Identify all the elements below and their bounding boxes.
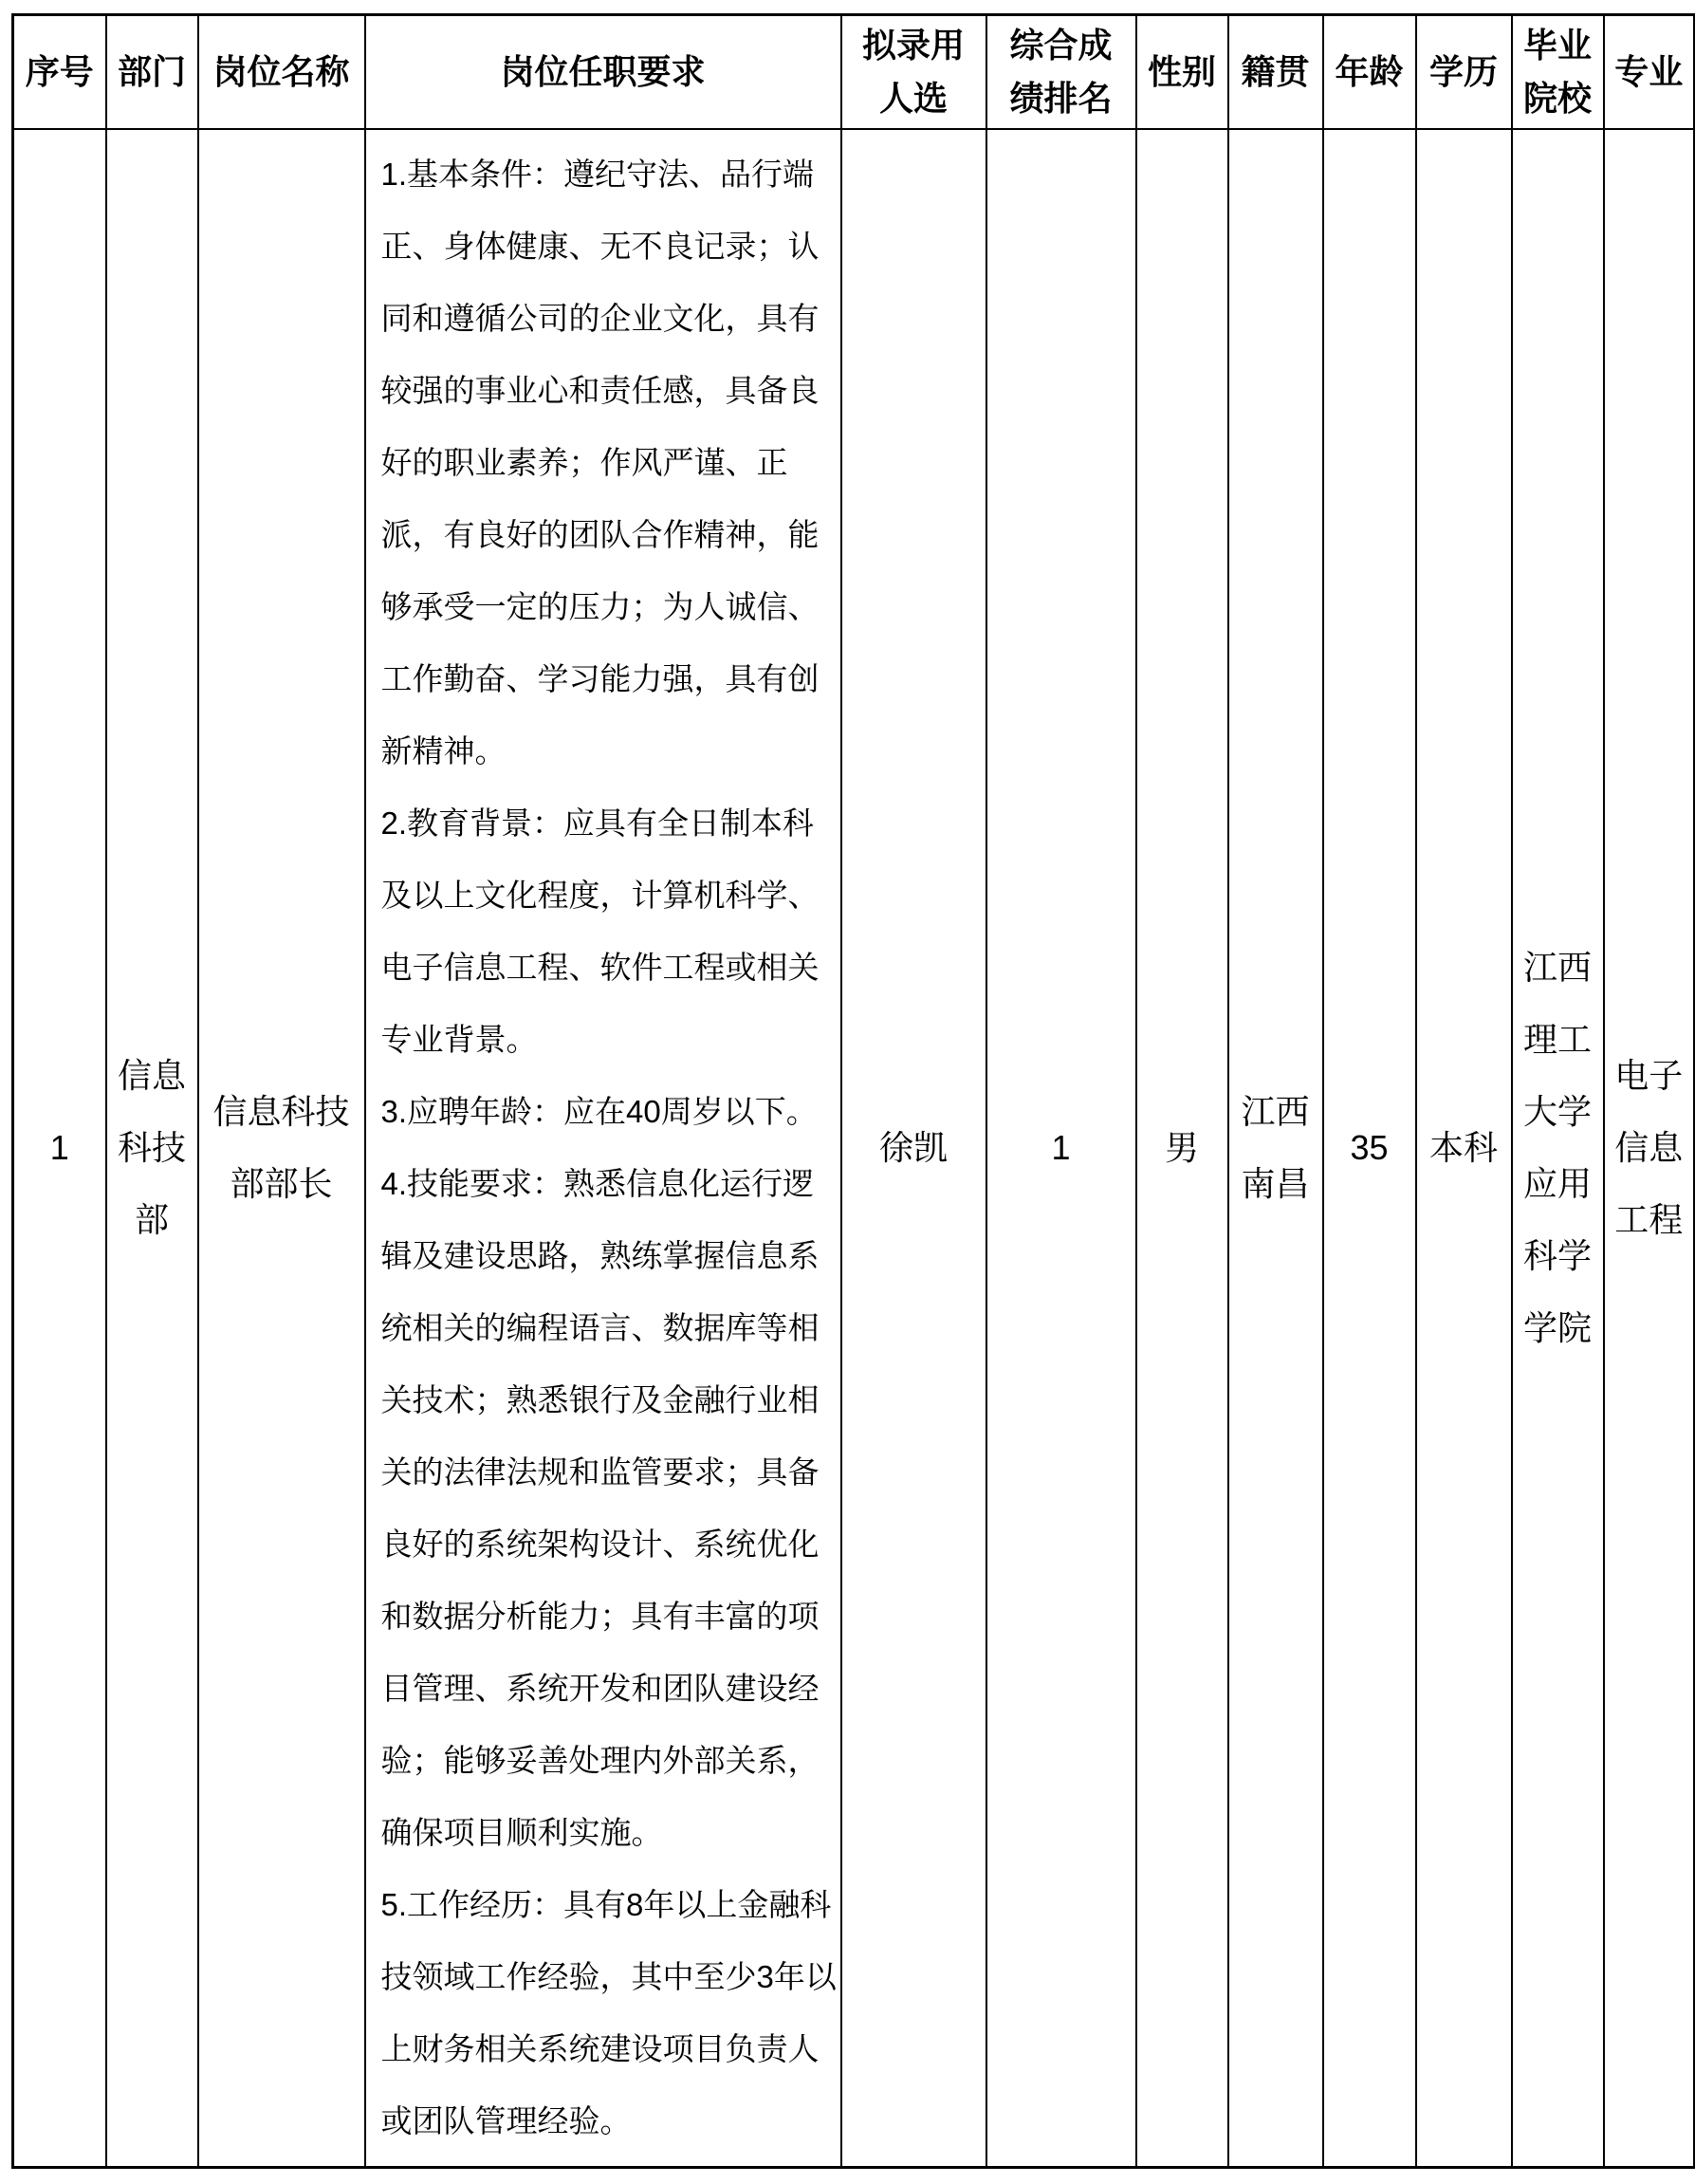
cell-serial: 1 (13, 129, 106, 2168)
requirement-paragraph-education: 2.教育背景：应具有全日制本科及以上文化程度，计算机科学、电子信息工程、软件工程或相关专业背景。 (380, 805, 820, 1057)
requirement-paragraph-basic: 1.基本条件：遵纪守法、品行端正、身体健康、无不良记录；认同和遵循公司的企业文化，具有较强的事业心和责任感，具备良好的职业素养；作风严谨、正派，有良好的团队合作精神，能够承受一定的压力；为人诚信、工作勤奋、学习能力强，具有创新精神。 (380, 156, 820, 768)
header-department: 部门 (106, 15, 198, 129)
cell-requirements (365, 129, 841, 2168)
requirement-paragraph-skills: 4.技能要求：熟悉信息化运行逻辑及建设思路，熟练掌握信息系统相关的编程语言、数据库等相关技术；熟悉银行及金融行业相关的法律法规和监管要求；具备良好的系统架构设计、系统优化和数据分析能力；具有丰富的项目管理、系统开发和团队建设经验；能够妥善处理内外部关系，确保项目顺利实施。 (380, 1165, 820, 1850)
cell-hometown: 江西南昌 (1228, 129, 1323, 2168)
header-candidate: 拟录用人选 (841, 15, 986, 129)
cell-gender: 男 (1136, 129, 1228, 2168)
cell-department: 信息科技部 (106, 129, 198, 2168)
recruitment-table (11, 13, 1695, 2169)
table-row (13, 129, 1695, 2168)
cell-position: 信息科技部部长 (198, 129, 365, 2168)
header-school: 毕业院校 (1512, 15, 1604, 129)
header-position-name: 岗位名称 (198, 15, 365, 129)
cell-school: 江西理工大学应用科学学院 (1512, 129, 1604, 2168)
header-education: 学历 (1416, 15, 1512, 129)
header-hometown: 籍贯 (1228, 15, 1323, 129)
requirement-paragraph-age: 3.应聘年龄：应在40周岁以下。 (380, 1093, 818, 1129)
cell-score-rank: 1 (986, 129, 1136, 2168)
cell-education: 本科 (1416, 129, 1512, 2168)
requirement-paragraph-experience: 5.工作经历：具有8年以上金融科技领域工作经验，其中至少3年以上财务相关系统建设项目负责人或团队管理经验。 (380, 1886, 837, 2138)
header-gender: 性别 (1136, 15, 1228, 129)
cell-age: 35 (1323, 129, 1416, 2168)
header-major: 专业 (1604, 15, 1695, 129)
cell-candidate: 徐凯 (841, 129, 986, 2168)
header-row (13, 15, 1695, 129)
table-body (13, 129, 1695, 2168)
header-score-rank: 综合成绩排名 (986, 15, 1136, 129)
cell-major: 电子信息工程 (1604, 129, 1695, 2168)
table-header (13, 15, 1695, 129)
header-age: 年龄 (1323, 15, 1416, 129)
header-serial: 序号 (13, 15, 106, 129)
header-requirements: 岗位任职要求 (365, 15, 841, 129)
